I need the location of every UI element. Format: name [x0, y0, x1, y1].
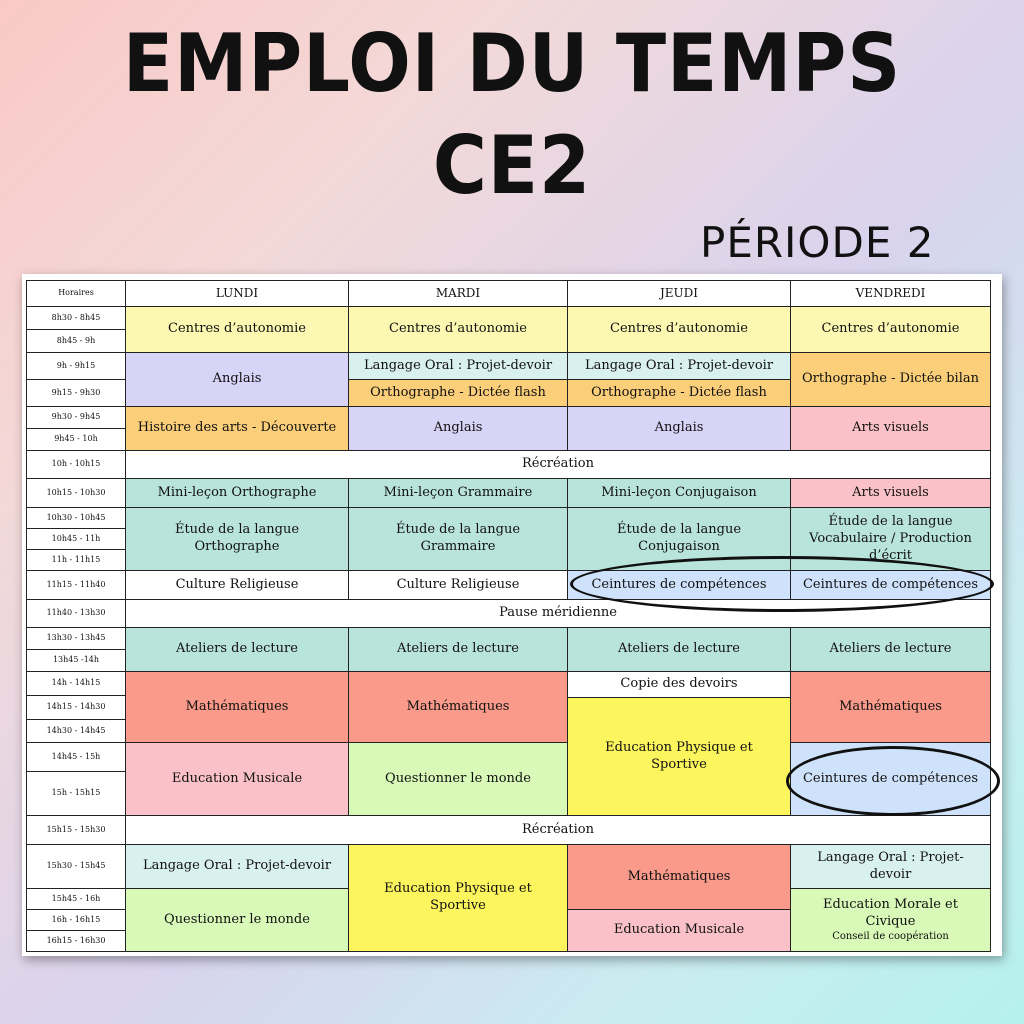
cell-mardi-ateliers: Ateliers de lecture [348, 627, 568, 672]
time-slot: 14h - 14h15 [26, 671, 126, 696]
time-slot: 14h45 - 15h [26, 742, 126, 772]
cell-jeudi-anglais: Anglais [567, 406, 791, 451]
cell-vendredi-langage-oral: Langage Oral : Projet-devoir [790, 844, 991, 889]
cell-vendredi-etude: Étude de la langue Vocabulaire / Production d’écrit [790, 507, 991, 571]
cell-mardi-orthographe: Orthographe - Dictée flash [348, 379, 568, 407]
time-slot: 9h15 - 9h30 [26, 379, 126, 407]
cell-mardi-culture: Culture Religieuse [348, 570, 568, 600]
time-slot: 13h45 -14h [26, 649, 126, 672]
cell-jeudi-mathematiques: Mathématiques [567, 844, 791, 910]
time-slot: 9h30 - 9h45 [26, 406, 126, 429]
header-mardi: MARDI [348, 280, 568, 307]
cell-vendredi-emc [790, 888, 991, 952]
time-slot: 15h - 15h15 [26, 771, 126, 816]
time-slot: 16h15 - 16h30 [26, 930, 126, 952]
header-lundi: LUNDI [125, 280, 349, 307]
cell-vendredi-ceintures-2: Ceintures de compétences [790, 742, 991, 816]
cell-mardi-langage-oral: Langage Oral : Projet-devoir [348, 352, 568, 380]
cell-vendredi-mathematiques: Mathématiques [790, 671, 991, 743]
cell-lundi-ateliers: Ateliers de lecture [125, 627, 349, 672]
cell-vendredi-ceintures: Ceintures de compétences [790, 570, 991, 600]
cell-jeudi-centres: Centres d’autonomie [567, 306, 791, 353]
emc-label: Education Morale et Civique [823, 896, 958, 929]
pause-meridienne: Pause méridienne [125, 599, 991, 628]
cell-jeudi-etude: Étude de la langue Conjugaison [567, 507, 791, 571]
conseil-label: Conseil de coopération [832, 931, 949, 943]
recreation-morning: Récréation [125, 450, 991, 479]
cell-vendredi-arts-visuels-2: Arts visuels [790, 478, 991, 508]
title-line-2: CE2 [432, 119, 592, 212]
cell-vendredi-centres: Centres d’autonomie [790, 306, 991, 353]
time-slot: 15h45 - 16h [26, 888, 126, 910]
time-slot: 10h - 10h15 [26, 450, 126, 479]
cell-jeudi-copie: Copie des devoirs [567, 671, 791, 698]
time-slot: 11h15 - 11h40 [26, 570, 126, 600]
time-slot: 11h - 11h15 [26, 549, 126, 571]
cell-lundi-histoire-arts: Histoire des arts - Découverte [125, 406, 349, 451]
cell-lundi-questionner: Questionner le monde [125, 888, 349, 952]
cell-mardi-etude: Étude de la langue Grammaire [348, 507, 568, 571]
time-slot: 13h30 - 13h45 [26, 627, 126, 650]
time-slot: 16h - 16h15 [26, 909, 126, 931]
cell-mardi-questionner: Questionner le monde [348, 742, 568, 816]
cell-jeudi-musicale: Education Musicale [567, 909, 791, 952]
time-slot: 9h - 9h15 [26, 352, 126, 380]
cell-lundi-musicale: Education Musicale [125, 742, 349, 816]
cell-mardi-centres: Centres d’autonomie [348, 306, 568, 353]
cell-lundi-anglais: Anglais [125, 352, 349, 407]
cell-jeudi-langage-oral: Langage Oral : Projet-devoir [567, 352, 791, 380]
cell-mardi-eps: Education Physique et Sportive [348, 844, 568, 952]
time-slot: 15h15 - 15h30 [26, 815, 126, 845]
time-slot: 14h30 - 14h45 [26, 719, 126, 743]
time-slot: 14h15 - 14h30 [26, 695, 126, 720]
cell-jeudi-minilecon: Mini-leçon Conjugaison [567, 478, 791, 508]
time-slot: 9h45 - 10h [26, 428, 126, 451]
timetable [22, 274, 1002, 956]
cell-lundi-culture: Culture Religieuse [125, 570, 349, 600]
header-vendredi: VENDREDI [790, 280, 991, 307]
cell-mardi-anglais: Anglais [348, 406, 568, 451]
time-slot: 8h30 - 8h45 [26, 306, 126, 330]
cell-jeudi-orthographe: Orthographe - Dictée flash [567, 379, 791, 407]
header-horaires: Horaires [26, 280, 126, 307]
cell-lundi-centres: Centres d’autonomie [125, 306, 349, 353]
cell-jeudi-ceintures: Ceintures de compétences [567, 570, 791, 600]
time-slot: 8h45 - 9h [26, 329, 126, 353]
time-slot: 15h30 - 15h45 [26, 844, 126, 889]
highlight-oval [570, 556, 994, 612]
header-jeudi: JEUDI [567, 280, 791, 307]
cell-lundi-langage-oral: Langage Oral : Projet-devoir [125, 844, 349, 889]
cell-vendredi-orthographe: Orthographe - Dictée bilan [790, 352, 991, 407]
time-slot: 11h40 - 13h30 [26, 599, 126, 628]
cell-lundi-mathematiques: Mathématiques [125, 671, 349, 743]
cell-mardi-minilecon: Mini-leçon Grammaire [348, 478, 568, 508]
cell-vendredi-ateliers: Ateliers de lecture [790, 627, 991, 672]
cell-lundi-etude: Étude de la langue Orthographe [125, 507, 349, 571]
cell-mardi-mathematiques: Mathématiques [348, 671, 568, 743]
time-slot: 10h15 - 10h30 [26, 478, 126, 508]
cell-vendredi-arts-visuels: Arts visuels [790, 406, 991, 451]
title-line-1: EMPLOI DU TEMPS [122, 17, 902, 110]
cell-jeudi-ateliers: Ateliers de lecture [567, 627, 791, 672]
recreation-afternoon: Récréation [125, 815, 991, 845]
cell-jeudi-eps: Education Physique et Sportive [567, 697, 791, 816]
time-slot: 10h45 - 11h [26, 528, 126, 550]
cell-lundi-minilecon: Mini-leçon Orthographe [125, 478, 349, 508]
time-slot: 10h30 - 10h45 [26, 507, 126, 529]
periode-label: PÉRIODE 2 [700, 218, 935, 267]
highlight-oval [786, 746, 1000, 816]
